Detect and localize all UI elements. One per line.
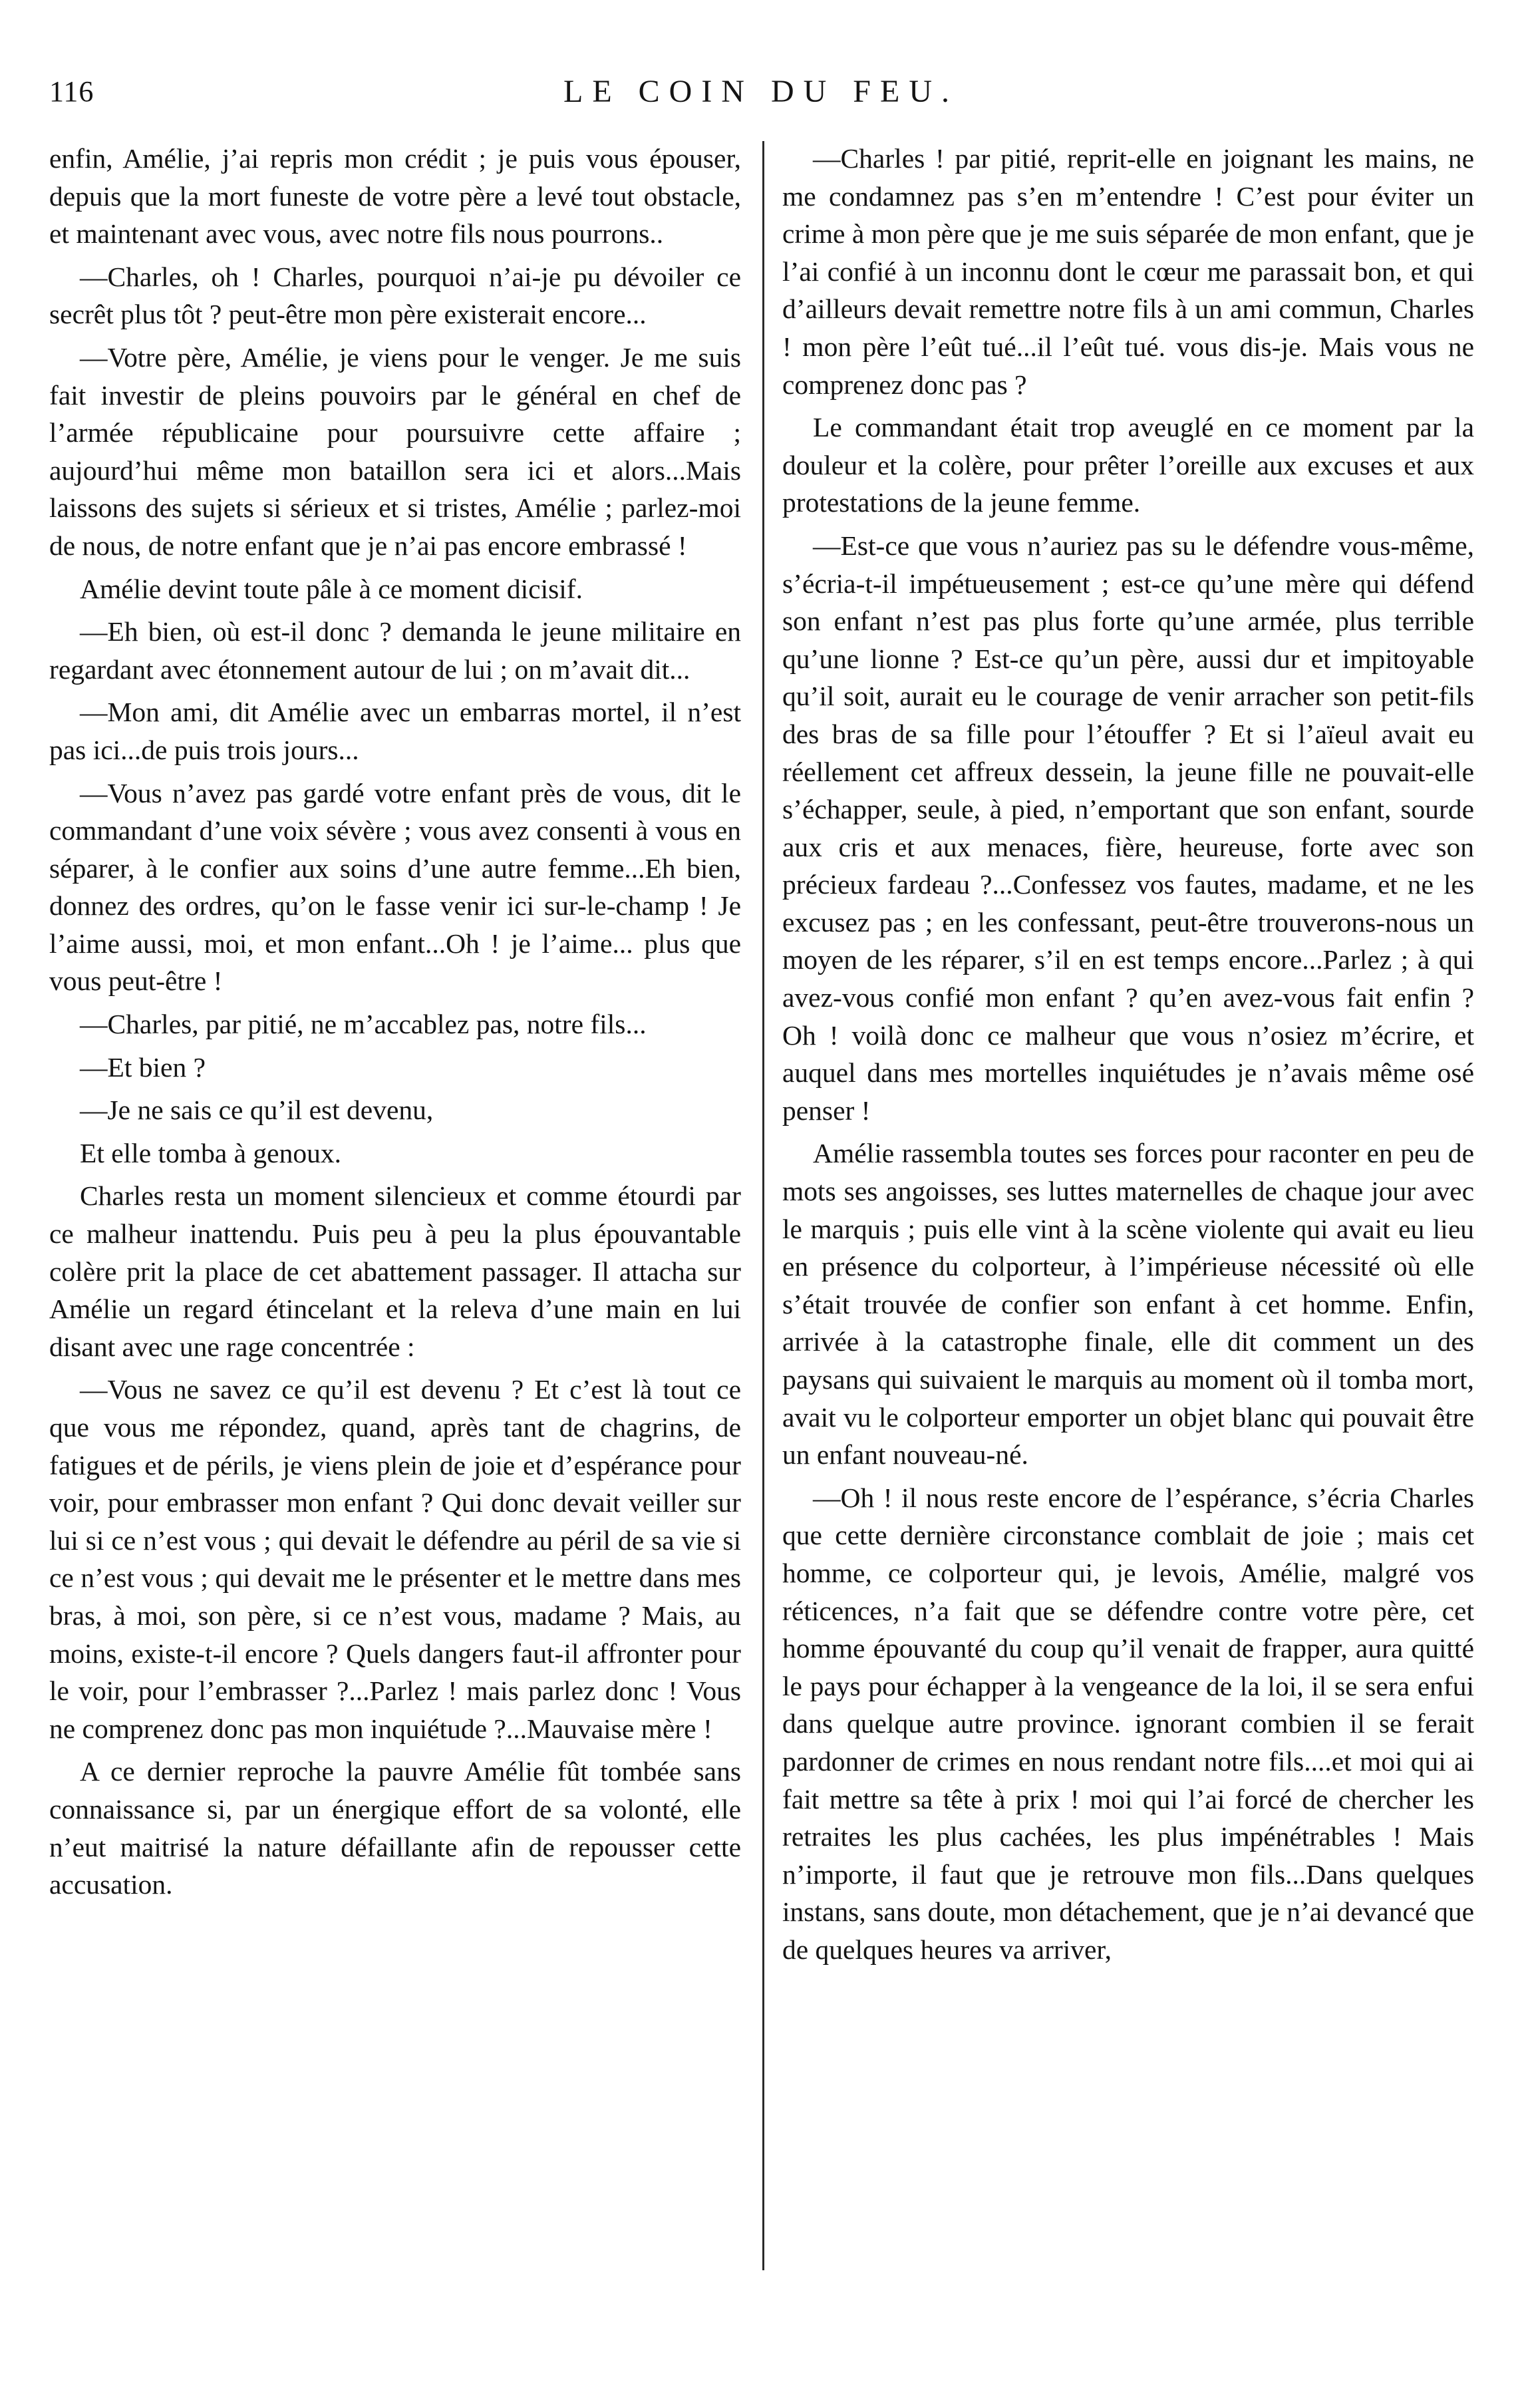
paragraph: Et elle tomba à genoux.: [80, 1137, 341, 1168]
paragraph: —Vous ne savez ce qu’il est devenu ? Et c’est là tout ce que vous me répondez, quand, après tant de chagrins, de fatigues et de périls, je viens plein de joie et d’espérance pour voir, pour embrasser mon enfant ? Qui donc devait veiller sur lui si ce n’est vous ; qui devait le défendre au péril de sa vie si ce n’est vous ; qui devait me le présenter et le mettre dans mes bras, à moi, son père, si ce n’est vous, madame ? Mais, au moins, existe-t-il encore ? Quels dangers faut-il affronter pour le voir, pour l’embrasser ?...Parlez ! mais parlez donc ! Vous ne comprenez donc pas mon inquiétude ?...Mauvaise mère !: [49, 1374, 741, 1744]
paragraph: Charles resta un moment silencieux et comme étourdi par ce malheur inattendu. Puis peu à peu la plus épouvantable colère prit la place de cet abattement passager. Il attacha sur Amélie un regard étincelant et la releva d’une main en lui disant avec une rage concentrée :: [49, 1180, 741, 1362]
running-title: LE COIN DU FEU.: [563, 74, 959, 109]
paragraph: enfin, Amélie, j’ai repris mon crédit ; je puis vous épouser, depuis que la mort funeste de votre père a levé tout obstacle, et maintenant avec vous, avec notre fils nous pourrons..: [49, 143, 741, 250]
paragraph: —Oh ! il nous reste encore de l’espérance, s’écria Charles que cette dernière circonstance comblait de joie ; mais cet homme, ce colporteur qui, je levois, Amélie, malgré vos réticences, n’a fait que se défendre contre votre père, cet homme épouvanté du coup qu’il venait de frapper, aura quitté le pays pour échapper à la vengeance de la loi, il se sera enfui dans quelque autre province. ignorant combien il se ferait pardonner de crimes en nous rendant notre fils....et moi qui ai fait mettre sa tête à prix ! moi qui l’ai forcé de chercher les retraites les plus cachées, les plus impénétrables ! Mais n’importe, il faut que je retrouve mon fils...Dans quelques instans, sans doute, mon détachement, que je n’ai devancé que de quelques heures va arriver,: [782, 1482, 1474, 1965]
paragraph: —Vous n’avez pas gardé votre enfant près de vous, dit le commandant d’une voix sévère ; vous avez consenti à vous en séparer, à le confier aux soins d’une autre femme...Eh bien, donnez des ordres, qu’on le fasse venir ici sur-le-champ ! Je l’aime aussi, moi, et mon enfant...Oh ! je l’aime... plus que vous peut-être !: [49, 777, 741, 997]
paragraph: Le commandant était trop aveuglé en ce moment par la douleur et la colère, pour prêter l’oreille aux excuses et aux protestations de la jeune femme.: [782, 412, 1474, 518]
page-number: 116: [49, 75, 94, 108]
paragraph: —Mon ami, dit Amélie avec un embarras mortel, il n’est pas ici...de puis trois jours...: [49, 697, 741, 765]
paragraph: —Et bien ?: [80, 1051, 206, 1083]
paragraph: —Votre père, Amélie, je viens pour le venger. Je me suis fait investir de pleins pouvoirs par le général en chef de l’armée républicaine pour poursuivre cette affaire ; aujourd’hui même mon bataillon sera ici et alors...Mais laissons des sujets si sérieux et si tristes, Amélie ; parlez-moi de nous, de notre enfant que je n’ai pas encore embrassé !: [49, 341, 741, 561]
page-header: [0, 65, 1522, 118]
paragraph: Amélie devint toute pâle à ce moment dicisif.: [80, 573, 583, 604]
paragraph: —Charles ! par pitié, reprit-elle en joignant les mains, ne me condamnez pas s’en m’entendre ! C’est pour éviter un crime à mon père que je me suis séparée de mon enfant, que je l’ai confié à un inconnu dont le cœur me parassait bon, et qui d’ailleurs devait remettre notre fils à un ami commun, Charles ! mon père l’eût tué...il l’eût tué. vous dis-je. Mais vous ne comprenez donc pas ?: [782, 143, 1474, 400]
paragraph: —Je ne sais ce qu’il est devenu,: [80, 1095, 434, 1126]
paragraph: —Charles, par pitié, ne m’accablez pas, notre fils...: [80, 1009, 647, 1040]
right-column: [782, 140, 1474, 2302]
paragraph: —Est-ce que vous n’auriez pas su le défendre vous-même, s’écria-t-il impétueusement ; est-ce qu’une mère qui défend son enfant n’est pas plus forte qu’une armée, plus terrible qu’une lionne ? Est-ce qu’un père, aussi dur et impitoyable qu’il soit, aurait eu le courage de venir arracher son petit-fils des bras de sa fille pour l’étouffer ? Et si l’aïeul avait eu réellement cet affreux dessein, la jeune fille ne pouvait-elle s’échapper, seule, à pied, n’emportant que son enfant, sourde aux cris et aux menaces, fière, heureuse, forte avec son précieux fardeau ?...Confessez vos fautes, madame, et ne les excusez pas ; en les confessant, peut-être trouverons-nous un moyen de les réparer, s’il en est temps encore...Parlez ; à qui avez-vous confié mon enfant ? qu’en avez-vous fait enfin ? Oh ! voilà donc ce malheur que vous n’osiez m’écrire, et auquel dans mes mortelles inquiétudes je n’avais même osé penser !: [782, 530, 1474, 1126]
paragraph: A ce dernier reproche la pauvre Amélie fût tombée sans connaissance si, par un énergique effort de sa volonté, elle n’eut maitrisé la nature défaillante afin de repousser cette accusation.: [49, 1756, 741, 1900]
paragraph: —Charles, oh ! Charles, pourquoi n’ai-je pu dévoiler ce secrêt plus tôt ? peut-être mon père existerait encore...: [49, 261, 741, 330]
paragraph: —Eh bien, où est-il donc ? demanda le jeune militaire en regardant avec étonnement autour de lui ; on m’avait dit...: [49, 616, 741, 685]
paragraph: Amélie rassembla toutes ses forces pour raconter en peu de mots ses angoisses, ses luttes maternelles de chaque jour avec le marquis ; puis elle vint à la scène violente qui avait eu lieu en présence du colporteur, à l’impérieuse nécessité où elle s’était trouvée de confier son enfant à cet homme. Enfin, arrivée à la catastrophe finale, elle dit comment un des paysans qui suivaient le marquis au moment où il tomba mort, avait vu le colporteur emporter un objet blanc qui pouvait être un enfant nouveau-né.: [782, 1138, 1474, 1470]
column-divider: [762, 141, 764, 2270]
left-column: [49, 140, 741, 2302]
